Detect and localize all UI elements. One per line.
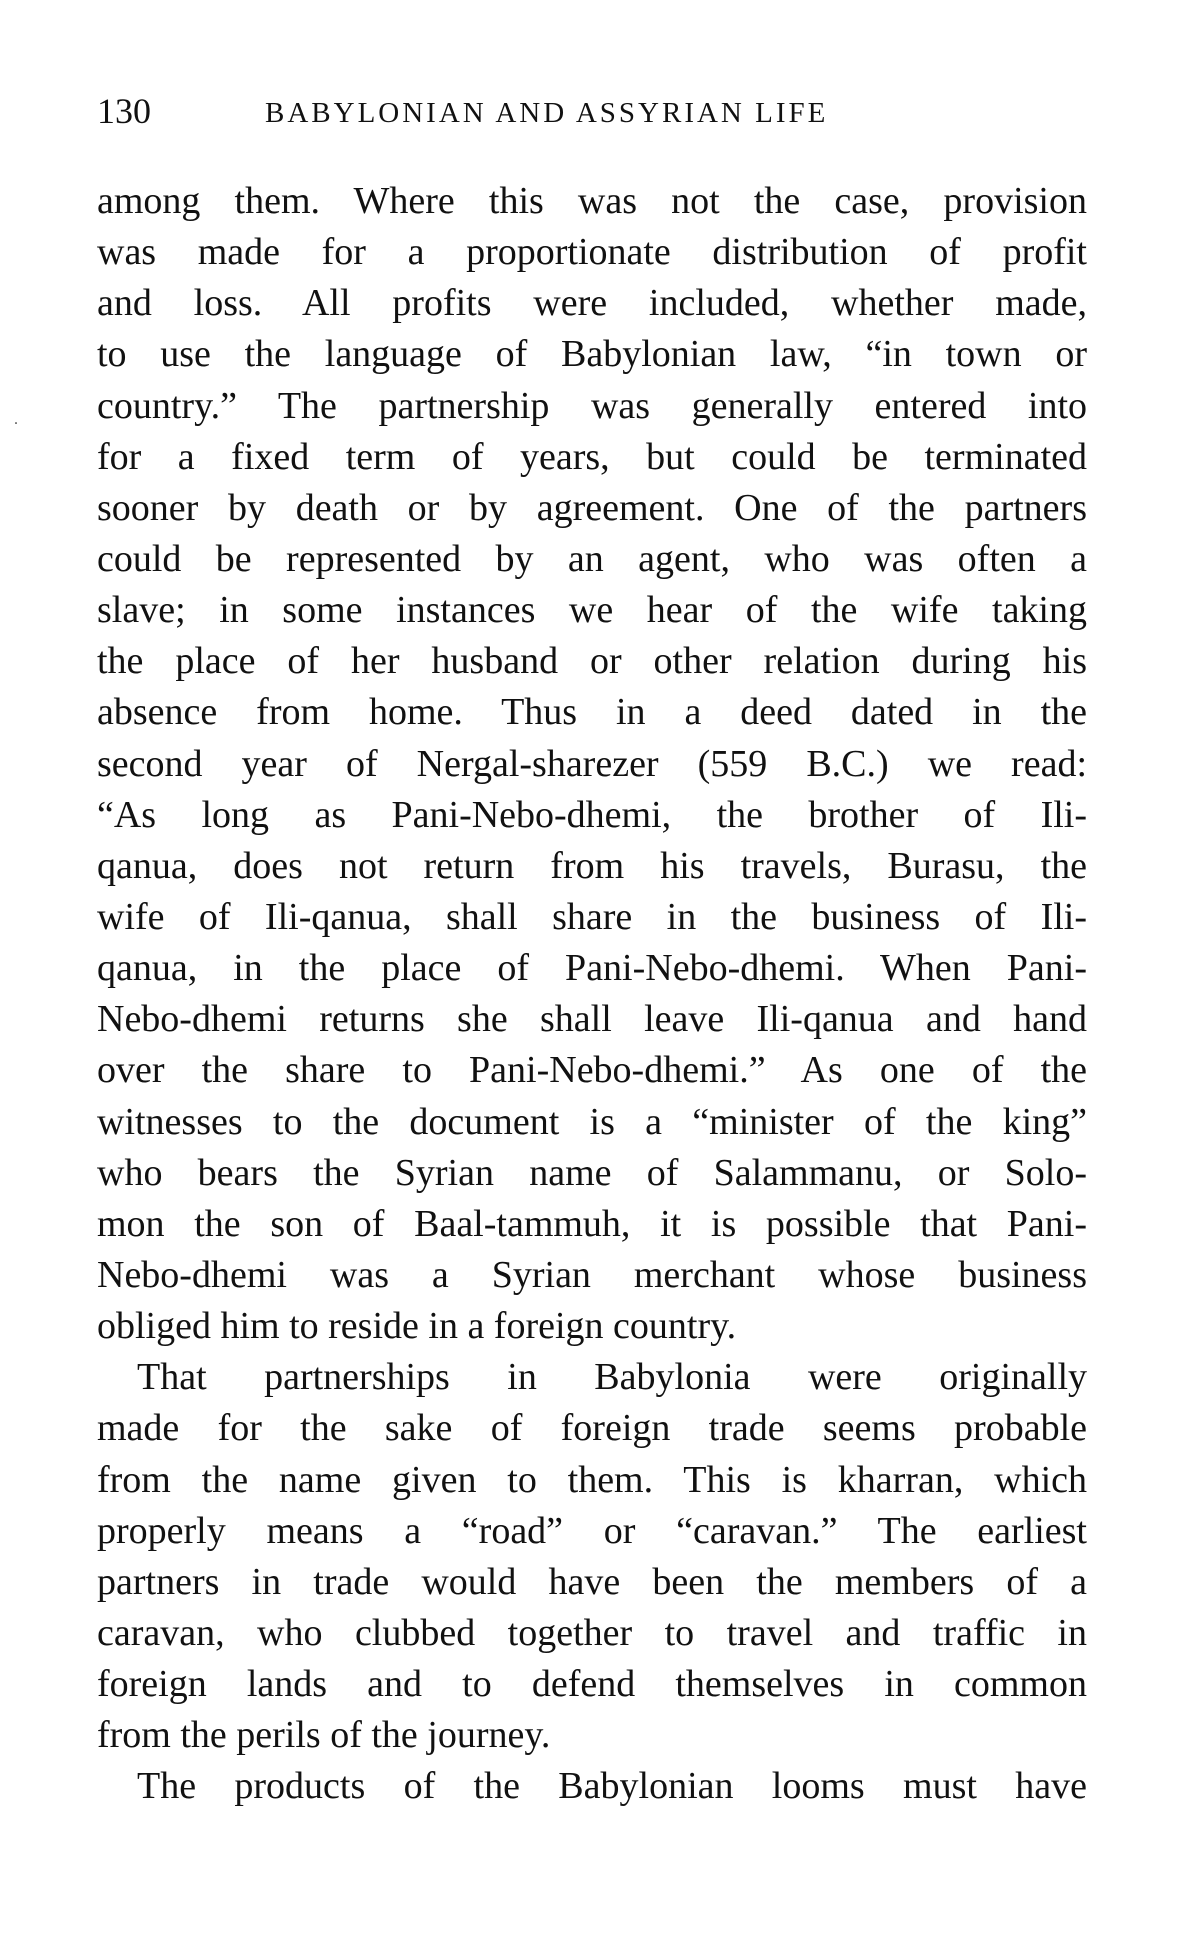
body-text	[97, 176, 1087, 1813]
text-line: who bears the Syrian name of Salammanu, or Solo-	[97, 1151, 1087, 1194]
text-line: absence from home. Thus in a deed dated in the	[97, 691, 1087, 734]
running-title: BABYLONIAN AND ASSYRIAN LIFE	[265, 97, 829, 129]
text-line: caravan, who clubbed together to travel and traffic in	[97, 1611, 1087, 1654]
text-line: second year of Nergal-sharezer (559 B.C.) we read:	[97, 742, 1087, 785]
text-line: and loss. All profits were included, whether made,	[97, 282, 1087, 325]
text-line: witnesses to the document is a “minister of the king”	[97, 1100, 1087, 1143]
text-line: among them. Where this was not the case, provision	[97, 180, 1087, 222]
text-line: made for the sake of foreign trade seems probable	[97, 1407, 1087, 1450]
text-line: for a fixed term of years, but could be terminated	[97, 435, 1087, 478]
text-line: sooner by death or by agreement. One of the partners	[97, 486, 1087, 529]
text-line: to use the language of Babylonian law, “in town or	[97, 333, 1087, 376]
text-line: foreign lands and to defend themselves in common	[97, 1663, 1087, 1706]
text-line: country.” The partnership was generally entered into	[97, 384, 1087, 427]
text-line: partners in trade would have been the members of a	[97, 1560, 1087, 1603]
page-number: 130	[97, 91, 151, 131]
paragraph-start-line: That partnerships in Babylonia were originally	[137, 1356, 1087, 1399]
text-line: could be represented by an agent, who was often a	[97, 537, 1087, 580]
text-line: slave; in some instances we hear of the wife taking	[97, 589, 1087, 632]
text-line: “As long as Pani-Nebo-dhemi, the brother of Ili-	[97, 793, 1087, 836]
paragraph-end-line: obliged him to reside in a foreign country.	[97, 1305, 737, 1348]
text-line: Nebo-dhemi was a Syrian merchant whose business	[97, 1253, 1087, 1296]
text-line: wife of Ili-qanua, shall share in the business of Ili-	[97, 895, 1087, 938]
text-line: from the name given to them. This is kharran, which	[97, 1458, 1087, 1501]
text-line: qanua, does not return from his travels, Burasu, the	[97, 844, 1087, 887]
text-line: mon the son of Baal-tammuh, it is possible that Pani-	[97, 1202, 1087, 1245]
text-line: Nebo-dhemi returns she shall leave Ili-qanua and hand	[97, 998, 1087, 1041]
running-head	[97, 88, 942, 138]
margin-mark: .	[14, 411, 18, 428]
text-line: properly means a “road” or “caravan.” The earliest	[97, 1509, 1087, 1552]
paragraph-start-line: The products of the Babylonian looms must have	[137, 1765, 1087, 1808]
text-line: over the share to Pani-Nebo-dhemi.” As one of the	[97, 1049, 1087, 1092]
text-line: qanua, in the place of Pani-Nebo-dhemi. When Pani-	[97, 947, 1087, 990]
text-line: the place of her husband or other relation during his	[97, 640, 1087, 683]
paragraph-end-line: from the perils of the journey.	[97, 1714, 551, 1757]
text-line: was made for a proportionate distribution of profit	[97, 231, 1087, 274]
